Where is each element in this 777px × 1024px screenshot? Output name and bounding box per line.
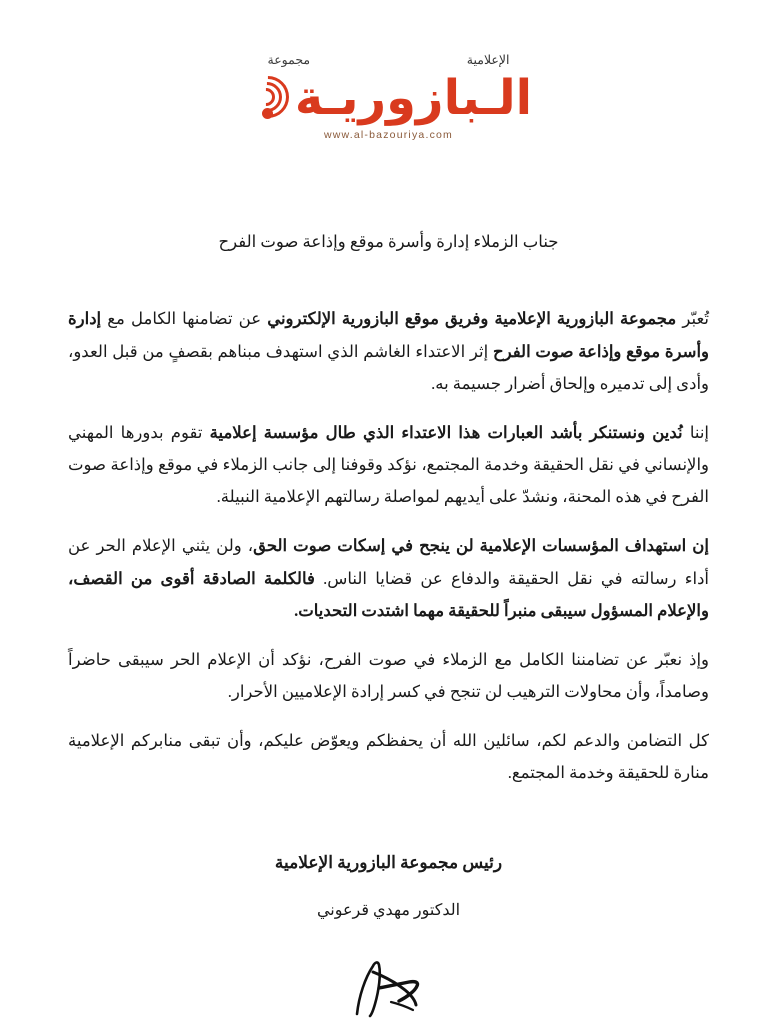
broadcast-waves-icon: [245, 73, 291, 123]
paragraph-emphasis: مجموعة البازورية الإعلامية وفريق موقع البازورية الإلكتروني: [267, 309, 677, 329]
paragraph-emphasis: إن استهداف المؤسسات الإعلامية لن ينجح في إسكات صوت الحق: [253, 536, 709, 556]
handwritten-signature: [68, 952, 709, 1022]
letter-paragraph: [68, 303, 709, 400]
paragraph-text: إثر الاعتداء الغاشم الذي استهدف مبناهم بقصفٍ من قبل العدو، وأدى إلى تدميره وإلحاق أضرار جسيمة به.: [68, 341, 709, 393]
logo-wordmark: الـبازوريـة: [294, 70, 533, 126]
logo-main-row: [264, 69, 533, 127]
paragraph-text: كل التضامن والدعم لكم، سائلين الله أن يحفظكم ويعوّض عليكم، وأن تبقى منابركم الإعلامية منارة للحقيقة وخدمة المجتمع.: [68, 731, 709, 783]
logo-website-url: www.al-bazouriya.com: [323, 129, 454, 141]
letter-paragraph: [68, 644, 709, 708]
letter-paragraph: [68, 530, 709, 627]
salutation: جناب الزملاء إدارة وأسرة موقع وإذاعة صوت الفرح: [218, 232, 559, 251]
paragraph-emphasis: إدارة وأسرة موقع وإذاعة صوت الفرح: [68, 309, 709, 361]
letter-body: [68, 226, 709, 1022]
letter-paragraph: [68, 725, 709, 789]
paragraph-emphasis: نُدين ونستنكر بأشد العبارات هذا الاعتداء الذي طال مؤسسة إعلامية: [209, 422, 683, 442]
company-logo: [264, 52, 533, 152]
paragraph-text: تُعبّر: [676, 309, 709, 329]
signatory-name: الدكتور مهدي قرعوني: [316, 901, 461, 919]
logo-keyword-right: مجموعة: [267, 53, 311, 67]
paragraph-text: ، ولن يثني الإعلام الحر عن أداء رسالته في نقل الحقيقة والدفاع عن قضايا الناس.: [68, 536, 710, 588]
paragraph-text: تقوم بدورها المهني والإنساني في نقل الحقيقة وخدمة المجتمع، نؤكد وقوفنا إلى جانب الزملاء في موقع وإذاعة صوت الفرح في هذه المحنة، ونشدّ على أيديهم لمواصلة رسالتهم الإعلامية النبيلة.: [68, 422, 709, 507]
paragraph-text: وإذ نعبّر عن تضامننا الكامل مع الزملاء في صوت الفرح، نؤكد أن الإعلام الحر سيبقى حاضراً وصامداً، وأن محاولات الترهيب لن تنجح في كسر إرادة الإعلاميين الأحرار.: [68, 649, 709, 702]
paragraph-text: إننا: [682, 422, 709, 442]
logo-keyword-left: الإعلامية: [466, 53, 510, 67]
logo-top-keywords: [264, 52, 514, 69]
closing-block: [68, 846, 709, 1022]
signatory-title: رئيس مجموعة البازورية الإعلامية: [274, 852, 503, 872]
letterhead: [68, 0, 709, 152]
letter-paragraph: [68, 417, 709, 514]
paragraph-text: عن تضامنها الكامل مع: [101, 309, 268, 329]
paragraph-emphasis: فالكلمة الصادقة أقوى من القصف، والإعلام المسؤول سيبقى منبراً للحقيقة مهما اشتدت التحديات.: [68, 568, 709, 620]
paragraph-list: [68, 303, 709, 789]
